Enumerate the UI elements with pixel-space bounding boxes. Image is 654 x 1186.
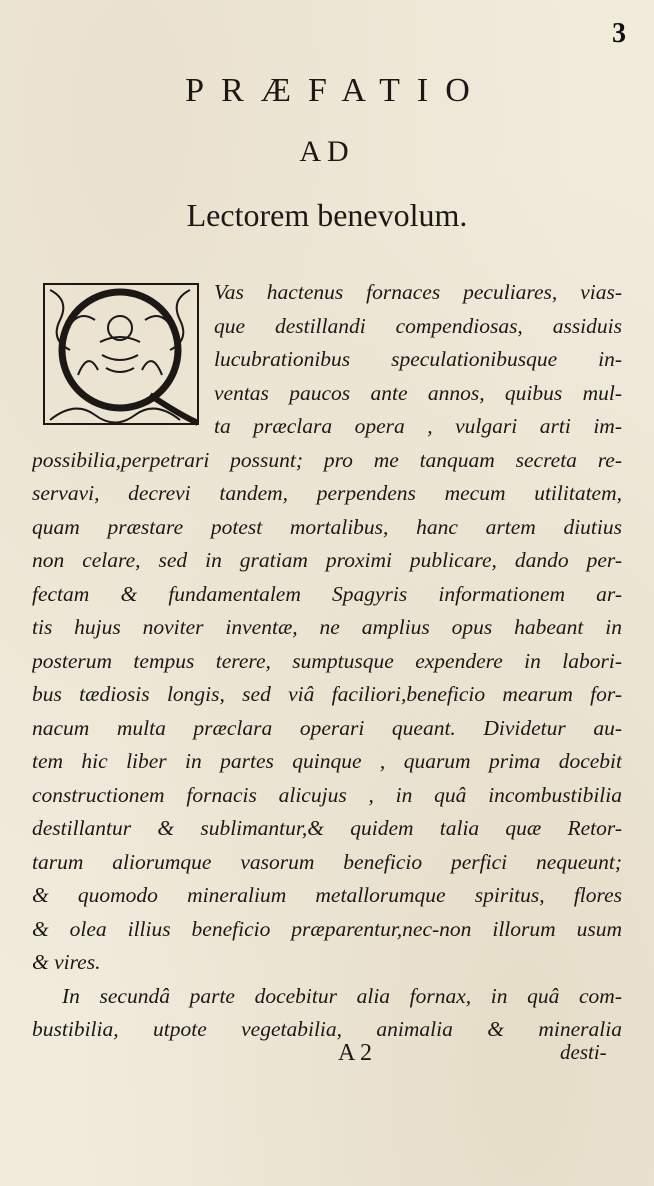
text-line: & olea illius beneficio præparentur,nec-non illorum usum — [32, 916, 622, 941]
text-line: ventas paucos ante annos, quibus mul- — [214, 380, 622, 405]
text-line: bustibilia, utpote vegetabilia, animalia & mineralia — [32, 1017, 622, 1041]
signature-mark: A 2 — [338, 1040, 373, 1066]
text-line: non celare, sed in gratiam proximi publicare, dando per- — [32, 548, 622, 572]
text-line: tis hujus noviter inventæ, ne amplius opus habeant in — [32, 615, 622, 639]
page-number: 3 — [612, 18, 626, 49]
catchword: desti- — [560, 1040, 607, 1064]
text-line: posterum tempus terere, sumptusque expendere in labori- — [32, 648, 622, 673]
text-line: nacum multa præclara operari queant. Dividetur au- — [32, 715, 622, 740]
page-title: PRÆFATIO — [185, 72, 487, 109]
dedication-heading: Lectorem benevolum. — [186, 197, 468, 233]
text-line: Vas hactenus fornaces peculiares, vias- — [214, 280, 622, 304]
text-line: ta præclara opera , vulgari arti im- — [214, 414, 622, 438]
text-line: In secundâ parte docebitur alia fornax, in quâ com- — [62, 983, 622, 1008]
text-line: tem hic liber in partes quinque , quarum prima docebit — [32, 749, 622, 773]
text-line: possibilia,perpetrari possunt; pro me tanquam secreta re- — [32, 447, 622, 472]
text-line: servavi, decrevi tandem, perpendens mecum utilitatem, — [32, 481, 622, 505]
text-line: tarum aliorumque vasorum beneficio perfici nequeunt; — [32, 849, 622, 874]
text-line: & vires. — [32, 950, 101, 974]
body-text — [32, 276, 622, 1047]
text-line: constructionem fornacis alicujus , in quâ incombustibilia — [32, 782, 622, 807]
text-line: bus tædiosis longis, sed viâ faciliori,beneficio mearum for- — [32, 682, 622, 706]
text-line: que destillandi compendiosas, assiduis — [214, 313, 622, 338]
page-subtitle: AD — [299, 135, 355, 168]
text-line: quam præstare potest mortalibus, hanc artem diutius — [32, 514, 622, 539]
text-line: & quomodo mineralium metallorumque spiritus, flores — [32, 883, 622, 907]
text-line: destillantur & sublimantur,& quidem talia quæ Retor- — [32, 816, 622, 840]
text-line: fectam & fundamentalem Spagyris informationem ar- — [32, 581, 622, 606]
text-line: lucubrationibus speculationibusque in- — [214, 347, 622, 371]
